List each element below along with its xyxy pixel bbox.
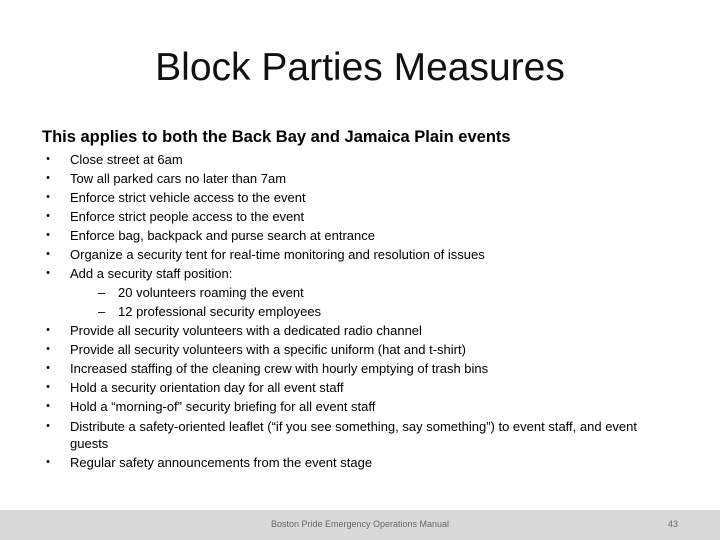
bullet-icon: •	[46, 324, 50, 336]
bullet-icon: •	[46, 400, 50, 412]
list-item-text: Hold a “morning-of” security briefing for all event staff	[70, 399, 376, 414]
list-item-text: Provide all security volunteers with a dedicated radio channel	[70, 323, 422, 338]
sub-list-item-text: 20 volunteers roaming the event	[118, 285, 304, 300]
bullet-icon: •	[46, 229, 50, 241]
bullet-icon: •	[46, 362, 50, 374]
bullet-icon: •	[46, 267, 50, 279]
bullet-icon: •	[46, 420, 50, 432]
list-item-text: Distribute a safety-oriented leaflet (“if you see something, say something”) to event staff, and event guests	[70, 419, 637, 451]
bullet-icon: •	[46, 248, 50, 260]
list-item-text: Close street at 6am	[70, 152, 183, 167]
dash-icon: –	[98, 304, 106, 319]
list-item-text: Enforce strict people access to the event	[70, 209, 305, 224]
list-item-text: Organize a security tent for real-time monitoring and resolution of issues	[70, 247, 485, 262]
sub-list-item-text: 12 professional security employees	[118, 304, 322, 319]
list-item-text: Tow all parked cars no later than 7am	[70, 171, 287, 186]
list-item-text: Enforce bag, backpack and purse search at entrance	[70, 228, 375, 243]
list-item-text: Provide all security volunteers with a specific uniform (hat and t-shirt)	[70, 342, 466, 357]
list-item-text: Increased staffing of the cleaning crew with hourly emptying of trash bins	[70, 361, 489, 376]
list-item-text: Add a security staff position:	[70, 266, 233, 281]
bullet-icon: •	[46, 153, 50, 165]
list-item-text: Regular safety announcements from the event stage	[70, 455, 373, 470]
bullet-icon: •	[46, 172, 50, 184]
slide-subtitle: This applies to both the Back Bay and Jamaica Plain events	[42, 128, 511, 146]
dash-icon: –	[98, 285, 106, 300]
footer-text: Boston Pride Emergency Operations Manual	[270, 519, 450, 529]
page-number: 43	[667, 519, 678, 529]
bullet-icon: •	[46, 191, 50, 203]
slide-title: Block Parties Measures	[155, 46, 565, 89]
bullet-icon: •	[46, 381, 50, 393]
footer-bar	[0, 510, 720, 540]
list-item-text: Hold a security orientation day for all event staff	[70, 380, 344, 395]
list-item-text: Enforce strict vehicle access to the event	[70, 190, 306, 205]
bullet-icon: •	[46, 210, 50, 222]
bullet-icon: •	[46, 456, 50, 468]
bullet-icon: •	[46, 343, 50, 355]
